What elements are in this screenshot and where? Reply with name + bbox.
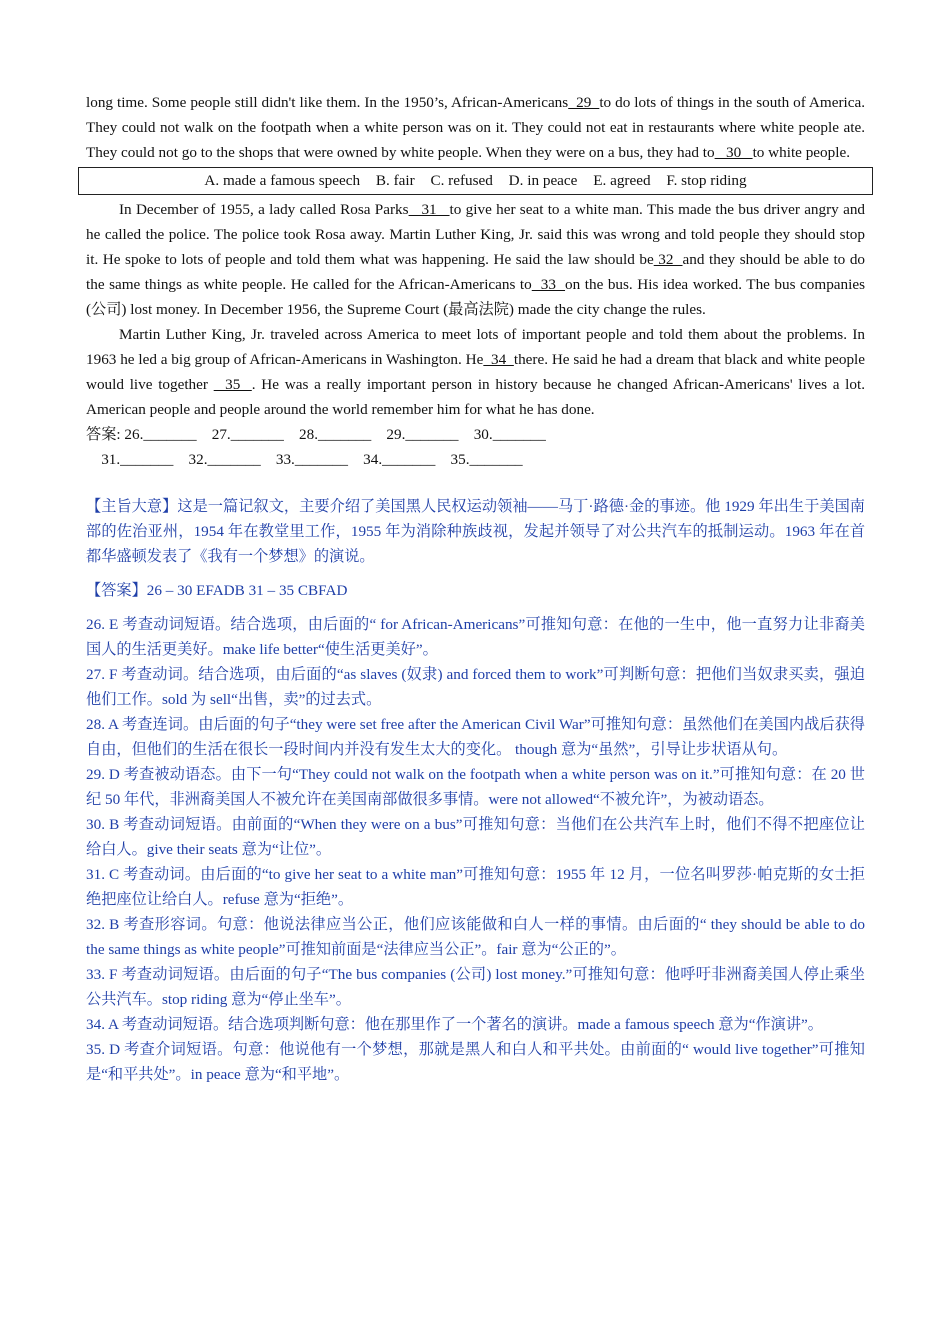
explanations-list	[86, 612, 865, 1087]
answer-key: 【答案】26 – 30 EFADB 31 – 35 CBFAD	[86, 582, 348, 599]
explanation-item: 33. F 考查动词短语。由后面的句子“The bus companies (公司) lost money.”可推知句意：他呼吁非洲裔美国人停止乘坐公共汽车。stop riding 意为“停止坐车”。	[86, 966, 865, 1008]
explanation-item: 28. A 考查连词。由后面的句子“they were set free after the American Civil War”可推知句意：虽然他们在美国内战后获得自由，但他们的生活在很长一段时间内并没有发生太大的变化。 though 意为“虽然”，引导让步状语从句。	[86, 716, 865, 758]
option-c: C. refused	[430, 172, 493, 189]
document-page	[86, 90, 865, 1087]
explanation-item: 30. B 考查动词短语。由前面的“When they were on a bus”可推知句意：当他们在公共汽车上时，他们不得不把座位让给白人。give their seats 意为“让位”。	[86, 816, 865, 858]
blank-32: 32	[653, 251, 683, 268]
blank-34: 34	[483, 351, 514, 368]
explanation-item: 26. E 考查动词短语。结合选项，由后面的“ for African-Americans”可推知句意：在他的一生中，他一直努力让非裔美国人的生活更美好。make life better“使生活更美好”。	[86, 616, 865, 658]
blank-31: 31	[408, 201, 450, 218]
passage-paragraph-3: Martin Luther King, Jr. traveled across America to meet lots of important people and told them about the problems. In 1963 he led a big group of African-Americans in Washington. He 34 there. He said he had a dream that black and white people would live together 35 . He was a really important person in history because he changed African-Americans' lives a lot. American people and people around the world remember him for what he has done.	[86, 326, 866, 418]
option-b: B. fair	[375, 172, 415, 189]
explanation-item: 32. B 考查形容词。句意：他说法律应当公正，他们应该能做和白人一样的事情。由后面的“ they should be able to do the same things as white people”可推知前面是“法律应当公正”。fair 意为“公正的”。	[86, 916, 865, 958]
answer-line-1: 答案: 26._______ 27._______ 28._______ 29._______ 30._______	[86, 426, 546, 443]
blank-29: 29	[568, 94, 600, 111]
passage-paragraph-1: long time. Some people still didn't like them. In the 1950’s, African-Americans 29 to do lots of things in the south of America. They could not walk on the footpath when a white person was on it. They could not eat in restaurants where white people ate. They could not go to the shops that were owned by white people. When they were on a bus, they had to 30 to white people.	[86, 94, 866, 161]
explanation-item: 34. A 考查动词短语。结合选项判断句意：他在那里作了一个著名的演讲。made a famous speech 意为“作演讲”。	[86, 1016, 823, 1033]
explanation-item: 31. C 考查动词。由后面的“to give her seat to a white man”可推知句意：1955 年 12 月，一位名叫罗莎·帕克斯的女士拒绝把座位让给白人。refuse 意为“拒绝”。	[86, 866, 865, 908]
explanation-item: 29. D 考查被动语态。由下一句“They could not walk on the footpath when a white person was on it.”可推知句意：在 20 世纪 50 年代，非洲裔美国人不被允许在美国南部做很多事情。were not allowed“不被允许”，为被动语态。	[86, 766, 865, 808]
explanation-item: 27. F 考查动词。结合选项，由后面的“as slaves (奴隶) and forced them to work”可判断句意：把他们当奴隶买卖，强迫他们工作。sold 为 sell“出售，卖”的过去式。	[86, 666, 865, 708]
main-idea: 【主旨大意】这是一篇记叙文，主要介绍了美国黑人民权运动领袖——马丁·路德·金的事迹。他 1929 年出生于美国南部的佐治亚州，1954 年在教堂里工作，1955 年为消除种族歧视，发起并领导了对公共汽车的抵制运动。1963 年在首都华盛顿发表了《我有一个梦想》的演说。	[86, 498, 865, 565]
option-e: E. agreed	[593, 172, 651, 189]
blank-30: 30	[714, 144, 753, 161]
blank-35: 35	[213, 376, 252, 393]
option-d: D. in peace	[508, 172, 578, 189]
explanation-item: 35. D 考查介词短语。句意：他说他有一个梦想，那就是黑人和白人和平共处。由前面的“ would live together”可推知是“和平共处”。in peace 意为“和平地”。	[86, 1041, 865, 1083]
option-a: A. made a famous speech	[204, 172, 361, 189]
answer-line-2: 31._______ 32._______ 33._______ 34._______ 35._______	[86, 451, 523, 468]
options-box	[78, 167, 873, 195]
passage-paragraph-2: In December of 1955, a lady called Rosa Parks 31 to give her seat to a white man. This made the bus driver angry and he called the police. The police took Rosa away. Martin Luther King, Jr. said this was wrong and told people they should stop it. He spoke to lots of people and told them what was happening. He said the law should be 32 and they should be able to do the same things as white people. He called for the African-Americans to 33 on the bus. His idea worked. The bus companies (公司) lost money. In December 1956, the Supreme Court (最高法院) made the city change the rules.	[86, 201, 866, 318]
blank-33: 33	[531, 276, 566, 293]
option-f: F. stop riding	[666, 172, 747, 189]
